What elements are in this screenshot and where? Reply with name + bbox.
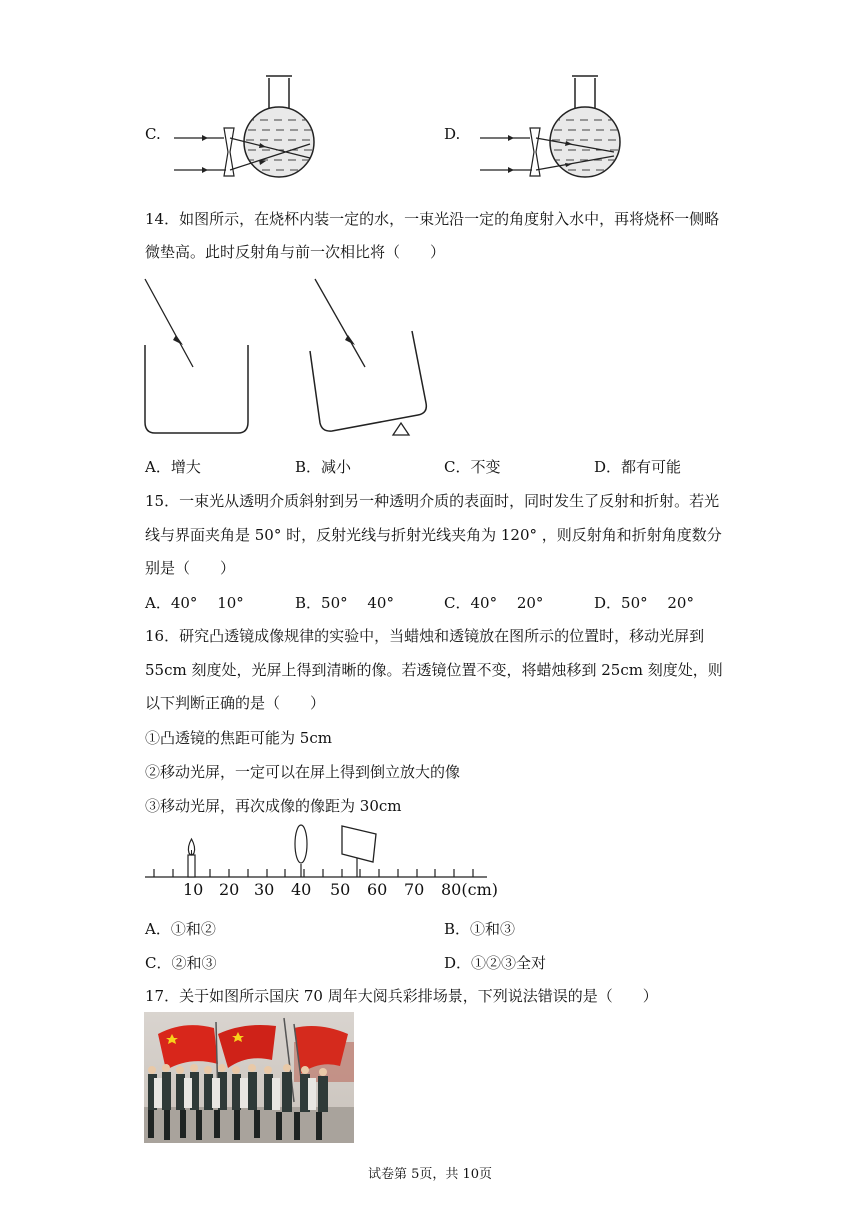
q14-option-a: A．增大 xyxy=(145,458,201,476)
q16-option-c: C．②和③ xyxy=(145,954,217,972)
candle-icon xyxy=(188,839,195,877)
ruler-label-40: 40 xyxy=(291,880,312,899)
q14-option-d: D．都有可能 xyxy=(594,458,682,476)
ruler-label-30: 30 xyxy=(254,880,275,899)
q15-option-a: A．40° 10° xyxy=(145,594,244,612)
q16-option-d: D．①②③全对 xyxy=(444,954,547,972)
q15-stem-line3: 别是（ ） xyxy=(145,559,236,577)
q14-stem-line2: 微垫高。此时反射角与前一次相比将（ ） xyxy=(145,243,446,261)
ruler-label-50: 50 xyxy=(330,880,351,899)
q14-beaker-diagram-tilted xyxy=(308,277,438,447)
page-footer: 试卷第 5页，共 10页 xyxy=(367,1167,493,1182)
ruler-label-70: 70 xyxy=(404,880,425,899)
q15-option-d: D．50° 20° xyxy=(594,594,694,612)
q15-option-b: B．50° 40° xyxy=(295,594,394,612)
ruler-label-10: 10 xyxy=(183,880,204,899)
parade-photo xyxy=(144,1012,354,1143)
q16-stem-line2: 55cm 刻度处，光屏上得到清晰的像。若透镜位置不变，将蜡烛移到 25cm 刻度处，则 xyxy=(145,661,723,679)
q14-option-b: B．减小 xyxy=(295,458,352,476)
lens-icon xyxy=(295,825,307,877)
q13-option-d-label: D. xyxy=(444,125,461,143)
q13-flask-diagram-d xyxy=(478,72,638,187)
q14-option-c: C．不变 xyxy=(444,458,501,476)
q14-beaker-diagram-flat xyxy=(143,277,253,437)
q17-stem-line1: 17．关于如图所示国庆 70 周年大阅兵彩排场景，下列说法错误的是（ ） xyxy=(145,987,658,1005)
q16-statement-2: ②移动光屏，一定可以在屏上得到倒立放大的像 xyxy=(145,763,461,781)
q15-option-c: C．40° 20° xyxy=(444,594,544,612)
q16-option-a: A．①和② xyxy=(145,920,216,938)
ruler-label-20: 20 xyxy=(219,880,240,899)
q16-stem-line3: 以下判断正确的是（ ） xyxy=(145,694,326,712)
screen-icon xyxy=(342,826,376,877)
q16-statement-3: ③移动光屏，再次成像的像距为 30cm xyxy=(145,797,402,815)
q13-flask-diagram-c xyxy=(172,72,332,187)
q15-stem-line1: 15．一束光从透明介质斜射到另一种透明介质的表面时，同时发生了反射和折射。若光 xyxy=(145,492,720,510)
q16-stem-line1: 16．研究凸透镜成像规律的实验中，当蜡烛和透镜放在图所示的位置时，移动光屏到 xyxy=(145,627,705,645)
q13-option-c-label: C. xyxy=(145,125,161,143)
ruler-label-60: 60 xyxy=(367,880,388,899)
q16-option-b: B．①和③ xyxy=(444,920,516,938)
q15-stem-line2: 线与界面夹角是 50° 时，反射光线与折射光线夹角为 120° ，则反射角和折射角度数分 xyxy=(145,526,722,544)
q16-statement-1: ①凸透镜的焦距可能为 5cm xyxy=(145,729,332,747)
q14-stem-line1: 14．如图所示，在烧杯内装一定的水，一束光沿一定的角度射入水中，再将烧杯一侧略 xyxy=(145,210,720,228)
ruler-label-80cm: 80(cm) xyxy=(441,880,498,899)
